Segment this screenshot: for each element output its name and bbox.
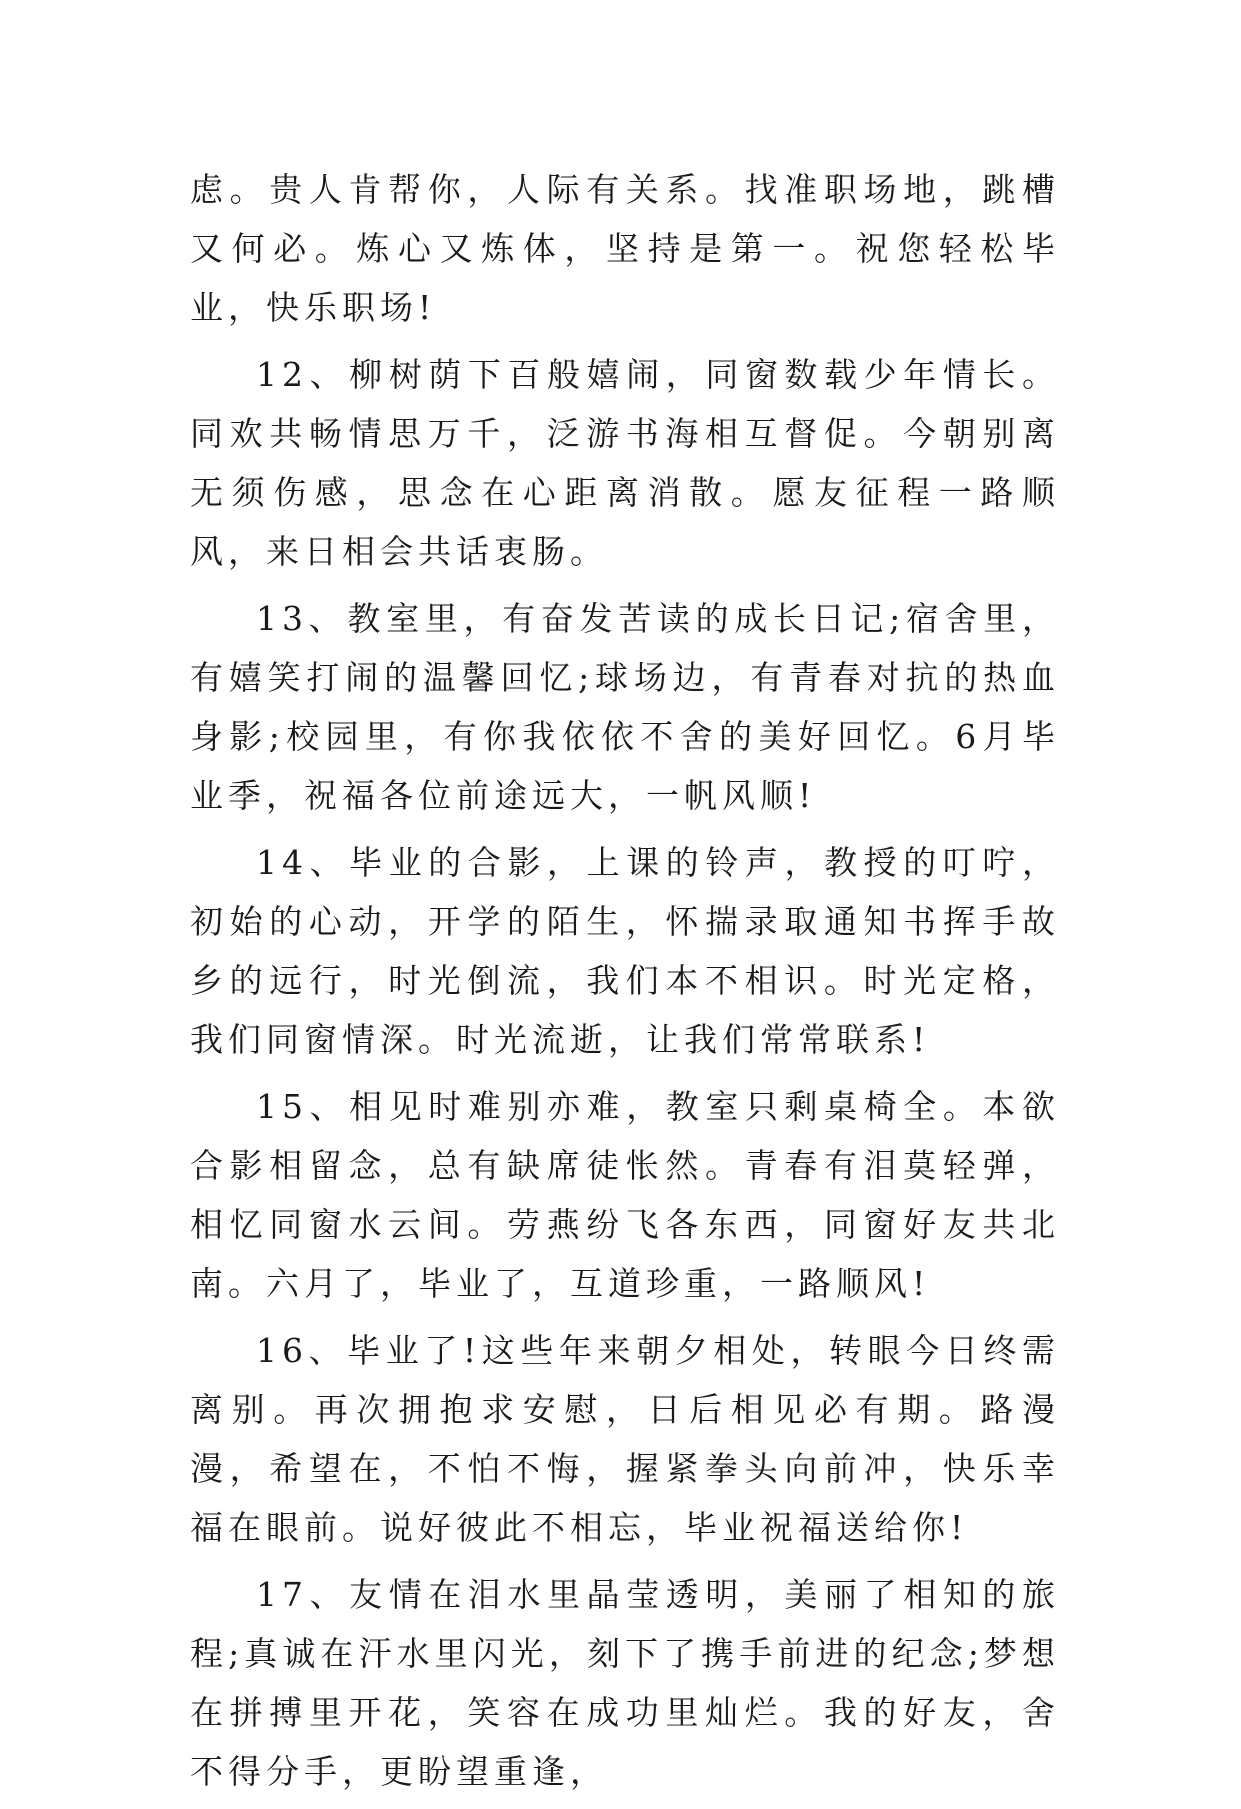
paragraph-continued: 虑。贵人肯帮你，人际有关系。找准职场地，跳槽又何必。炼心又炼体，坚持是第一。祝您轻松毕业，快乐职场! — [190, 170, 1060, 327]
paragraph-14: 14、毕业的合影，上课的铃声，教授的叮咛，初始的心动，开学的陌生，怀揣录取通知书挥手故乡的远行，时光倒流，我们本不相识。时光定格，我们同窗情深。时光流逝，让我们常常联系! — [190, 843, 1060, 1059]
paragraph-12: 12、柳树荫下百般嬉闹，同窗数载少年情长。同欢共畅情思万千，泛游书海相互督促。今朝别离无须伤感，思念在心距离消散。愿友征程一路顺风，来日相会共话衷肠。 — [190, 355, 1060, 571]
paragraph-13: 13、教室里，有奋发苦读的成长日记;宿舍里，有嬉笑打闹的温馨回忆;球场边，有青春对抗的热血身影;校园里，有你我依依不舍的美好回忆。6月毕业季，祝福各位前途远大，一帆风顺! — [190, 599, 1060, 815]
paragraph-17: 17、友情在泪水里晶莹透明，美丽了相知的旅程;真诚在汗水里闪光，刻下了携手前进的纪念;梦想在拼搏里开花，笑容在成功里灿烂。我的好友，舍不得分手，更盼望重逢， — [190, 1575, 1060, 1791]
paragraph-16: 16、毕业了!这些年来朝夕相处，转眼今日终需离别。再次拥抱求安慰，日后相见必有期。路漫漫，希望在，不怕不悔，握紧拳头向前冲，快乐幸福在眼前。说好彼此不相忘，毕业祝福送给你! — [190, 1331, 1060, 1547]
paragraph-15: 15、相见时难别亦难，教室只剩桌椅全。本欲合影相留念，总有缺席徒怅然。青春有泪莫轻弹，相忆同窗水云间。劳燕纷飞各东西，同窗好友共北南。六月了，毕业了，互道珍重，一路顺风! — [190, 1087, 1060, 1303]
document-body — [190, 160, 1060, 1809]
